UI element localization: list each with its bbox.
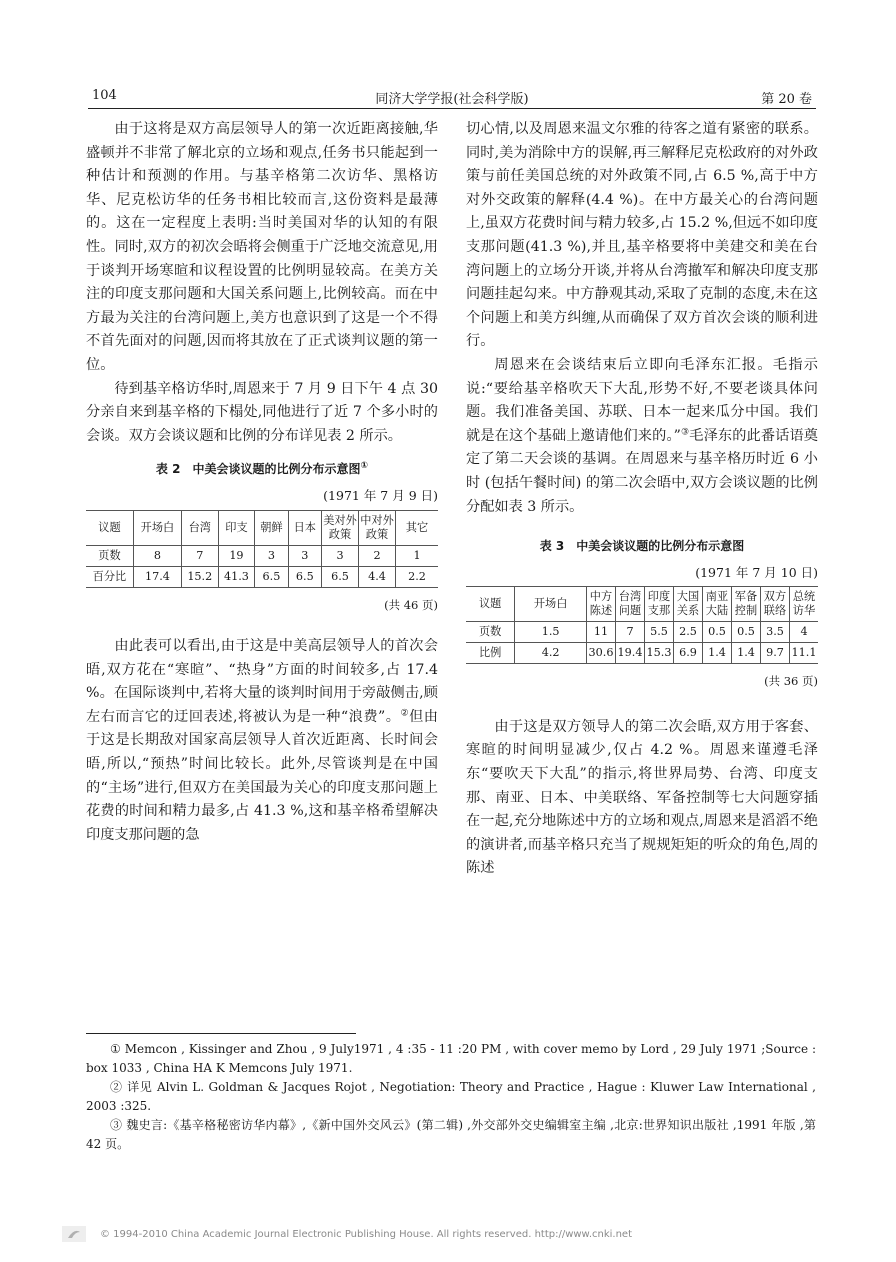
volume-label: 第 20 卷: [761, 92, 812, 107]
page-number: 104: [92, 88, 117, 103]
table-cell: 17.4: [133, 566, 181, 587]
page-header: [88, 84, 816, 109]
table-cell: 1: [396, 545, 439, 566]
table-cell: 11.1: [790, 643, 819, 664]
table-cell: 41.3: [218, 566, 255, 587]
paragraph: 切心情,以及周恩来温文尔雅的待客之道有紧密的联系。同时,美为消除中方的误解,再三解释尼克松政府的对外政策与前任美国总统的对外政策不同,占 6.5 %,高于中方对外交政策的解释(4.4 %)。在中方最关心的台湾问题上,虽双方花费时间与精力较多,占 15.2 %,但远不如印度支那问题(41.3 %),并且,基辛格要将中美建交和美在台湾问题上的立场分开谈,并将从台湾撤军和解决印度支那问题挂起勾来。中方静观其动,采取了克制的态度,未在这个问题上和美方纠缠,从而确保了双方首次会谈的顺利进行。: [466, 121, 818, 350]
footnote-divider: [86, 1033, 356, 1034]
table-2-date: (1971 年 7 月 9 日): [323, 487, 438, 503]
table-header-cell: 朝鲜: [255, 510, 288, 545]
table-cell: 百分比: [86, 566, 133, 587]
table-header-cell: 双方联络: [761, 587, 790, 622]
copyright-bar: [62, 1226, 632, 1242]
table-header-cell: 开场白: [515, 587, 587, 622]
table-cell: 比例: [466, 643, 515, 664]
footnote-ref: ①: [360, 461, 369, 472]
table-cell: 30.6: [587, 643, 616, 664]
table-cell: 5.5: [645, 622, 674, 643]
table-cell: 3: [255, 545, 288, 566]
table-cell: 2.5: [674, 622, 703, 643]
table-cell: 页数: [466, 622, 515, 643]
table-row: [86, 566, 438, 587]
table-header-cell: 印支: [218, 510, 255, 545]
table-header-cell: 议题: [86, 510, 133, 545]
left-column: [86, 118, 438, 847]
table-header-cell: 中对外政策: [359, 510, 396, 545]
paragraph: 待到基辛格访华时,周恩来于 7 月 9 日下午 4 点 30 分亲自来到基辛格的下榻处,同他进行了近 7 个多小时的会谈。双方会谈议题和比例的分布详见表 2 所示。: [86, 380, 438, 444]
table-cell: 6.9: [674, 643, 703, 664]
table-3-date: (1971 年 7 月 10 日): [695, 564, 818, 580]
table-cell: 2.2: [396, 566, 439, 587]
paragraph-text: 由此表可以看出,由于这是中美高层领导人的首次会晤,双方花在“寒暄”、“热身”方面的时间较多,占 17.4 %。在国际谈判中,若将大量的谈判时间用于旁敲侧击,顾左右而言它的迂回表述,将被认为是一种“浪费”。: [86, 638, 438, 725]
table-cell: 19.4: [616, 643, 645, 664]
table-row: [466, 643, 818, 664]
table-header-cell: 议题: [466, 587, 515, 622]
table-cell: 0.5: [703, 622, 732, 643]
table-header-cell: 中方陈述: [587, 587, 616, 622]
paragraph-text: 周恩来在会谈结束后立即向毛泽东汇报。毛指示说:“要给基辛格吹天下大乱,形势不好,不要老谈具体问题。我们准备美国、苏联、日本一起来瓜分中国。我们就是在这个基础上邀请他们来的。”: [466, 356, 818, 444]
table-header-cell: 开场白: [133, 510, 181, 545]
footnote-ref: ③: [680, 426, 690, 437]
table-3-caption: 表 3 中美会谈议题的比例分布示意图: [539, 539, 745, 554]
table-row: [86, 545, 438, 566]
paragraph-text: 但由于这是长期敌对国家高层领导人首次近距离、长时间会晤,所以,“预热”时间比较长。此外,尽管谈判是在中国的“主场”进行,但双方在美国最为关心的印度支那问题上花费的时间和精力最多,占 41.3 %,这和基辛格希望解决印度支那问题的急: [86, 708, 438, 843]
footnote: ① Memcon , Kissinger and Zhou , 9 July1971 , 4 :35 - 11 :20 PM , with cover memo by Lord , 29 July 1971 ;Source : box 1033 , China HA K Memcons July 1971.: [86, 1042, 816, 1075]
table-cell: 4.4: [359, 566, 396, 587]
table-cell: 2: [359, 545, 396, 566]
footnote: ② 详见 Alvin L. Goldman & Jacques Rojot , Negotiation: Theory and Practice , Hague : Kluwer Law International , 2003 :325.: [86, 1080, 816, 1113]
table-cell: 3: [322, 545, 359, 566]
table-2: [86, 510, 438, 588]
table-cell: 1.4: [703, 643, 732, 664]
table-2-caption-text: 表 2 中美会谈议题的比例分布示意图: [155, 462, 361, 477]
table-header-cell: 总统访华: [790, 587, 819, 622]
table-header-cell: 台湾: [181, 510, 218, 545]
table-3: [466, 586, 818, 664]
table-header-row: [86, 510, 438, 545]
cnki-logo-icon: [62, 1226, 86, 1242]
table-cell: 15.3: [645, 643, 674, 664]
right-column: [466, 118, 818, 881]
table-cell: 页数: [86, 545, 133, 566]
table-cell: 1.5: [515, 622, 587, 643]
table-header-cell: 美对外政策: [322, 510, 359, 545]
paragraph: [466, 354, 818, 519]
table-cell: 1.4: [732, 643, 761, 664]
journal-title: 同济大学学报(社会科学版): [375, 92, 529, 107]
paragraph-text: 毛泽东的此番话语奠定了第二天会谈的基调。在周恩来与基辛格历时近 6 小时 (包括午餐时间) 的第二次会晤中,双方会谈议题的比例分配如表 3 所示。: [466, 427, 818, 515]
table-header-cell: 日本: [288, 510, 321, 545]
table-2-caption: [86, 458, 438, 482]
table-header-cell: 南亚大陆: [703, 587, 732, 622]
table-cell: 0.5: [732, 622, 761, 643]
table-cell: 15.2: [181, 566, 218, 587]
table-cell: 3: [288, 545, 321, 566]
table-header-cell: 印度支那: [645, 587, 674, 622]
table-cell: 7: [181, 545, 218, 566]
table-cell: 19: [218, 545, 255, 566]
table-cell: 11: [587, 622, 616, 643]
footnote-ref: ②: [400, 708, 410, 719]
footnotes: [86, 1033, 816, 1154]
table-cell: 3.5: [761, 622, 790, 643]
paragraph: 由于这是双方领导人的第二次会晤,双方用于客套、寒暄的时间明显减少,仅占 4.2 %。周恩来谨遵毛泽东“要吹天下大乱”的指示,将世界局势、台湾、印度支那、南亚、日本、中美联络、军备控制等七大问题穿插在一起,充分地陈述中方的立场和观点,周恩来是滔滔不绝的演讲者,而基辛格只充当了规规矩矩的听众的角色,周的陈述: [466, 718, 818, 877]
table-cell: 6.5: [255, 566, 288, 587]
table-header-cell: 台湾问题: [616, 587, 645, 622]
copyright-text: © 1994-2010 China Academic Journal Electronic Publishing House. All rights reserved. http://www.cnki.net: [100, 1229, 632, 1240]
paragraph: 由于这将是双方高层领导人的第一次近距离接触,华盛顿并不非常了解北京的立场和观点,任务书只能起到一种估计和预测的作用。与基辛格第二次访华、黑格访华、尼克松访华的任务书相比较而言,这份资料是最薄的。这在一定程度上表明:当时美国对华的认知的有限性。同时,双方的初次会晤将会侧重于广泛地交流意见,用于谈判开场寒暄和议程设置的比例明显较高。在美方关注的印度支那问题和大国关系问题上,比例较高。而在中方最为关注的台湾问题上,美方也意识到了这是一个不得不首先面对的问题,因而将其放在了正式谈判议题的第一位。: [86, 121, 438, 373]
footnote: ③ 魏史言:《基辛格秘密访华内幕》,《新中国外交风云》(第二辑) ,外交部外交史编辑室主编 ,北京:世界知识出版社 ,1991 年版 ,第 42 页。: [86, 1118, 816, 1151]
table-header-cell: 大国关系: [674, 587, 703, 622]
table-cell: 4: [790, 622, 819, 643]
table-cell: 6.5: [322, 566, 359, 587]
table-cell: 9.7: [761, 643, 790, 664]
table-2-total: (共 46 页): [384, 597, 438, 612]
table-header-cell: 其它: [396, 510, 439, 545]
table-cell: 7: [616, 622, 645, 643]
table-header-row: [466, 587, 818, 622]
table-cell: 6.5: [288, 566, 321, 587]
table-3-total: (共 36 页): [764, 674, 818, 689]
table-row: [466, 622, 818, 643]
table-header-cell: 军备控制: [732, 587, 761, 622]
table-cell: 4.2: [515, 643, 587, 664]
table-cell: 8: [133, 545, 181, 566]
paragraph: [86, 635, 438, 847]
